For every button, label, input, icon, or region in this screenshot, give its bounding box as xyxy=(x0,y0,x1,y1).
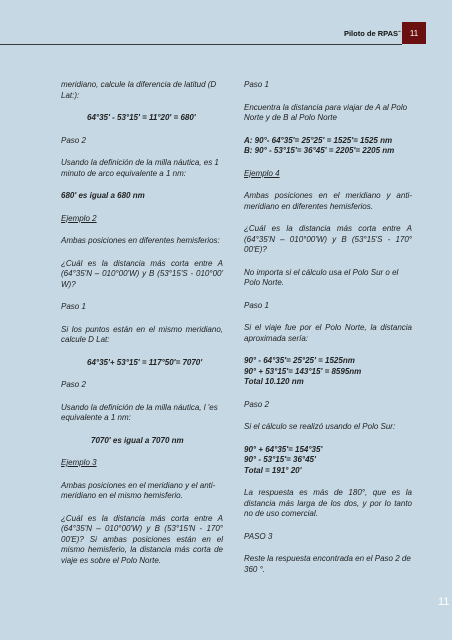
paragraph: Ambas posiciones en diferentes hemisferios: xyxy=(61,236,220,245)
result: 680' es igual a 680 nm xyxy=(61,191,145,200)
step-heading: Paso 2 xyxy=(61,135,86,145)
paragraph: Usando la definición de la milla náutica, es 1 minuto de arco equivalente a 1 nm: xyxy=(61,158,219,178)
question: ¿Cuál es la distancia más corta entre A (64°35'N – 010°00'W) y B (53°15'S - 010°00' W)? xyxy=(61,258,223,289)
formula: 90° - 53°15'= 36°45' xyxy=(244,455,316,464)
paragraph: Si el cálculo se realizó usando el Polo Sur: xyxy=(244,422,396,431)
formula: 64°35' - 53°15' = 11°20' = 680' xyxy=(87,113,196,122)
left-column xyxy=(61,80,223,566)
paragraph: Si el viaje fue por el Polo Norte, la distancia aproximada sería: xyxy=(244,323,412,343)
question: ¿Cuál es la distancia más corta entre A (64°35'N – 010°00'W) y B (53°15'S - 170° 00'E)? xyxy=(244,224,412,254)
paragraph: Usando la definición de la milla náutica, l 'es equivalente a 1 nm: xyxy=(61,402,218,422)
paragraph: No importa si el cálculo usa el Polo Sur o el Polo Norte. xyxy=(244,267,399,287)
paragraph: meridiano, calcule la diferencia de latitud (D Lat:): xyxy=(61,80,217,100)
header-rule xyxy=(0,44,402,45)
formula: 90° - 64°35'= 25°25' = 1525nm xyxy=(244,356,355,365)
step-heading: PASO 3 xyxy=(244,531,273,541)
question: ¿Cuál es la distancia más corta entre A (64°35'N – 010°00'W) y B (53°15'N - 170° 00'E)? Si ambas posiciones están en el mismo hemisferio, la distancia más corta de viaje es sobre el Polo Norte. xyxy=(61,513,223,565)
paragraph: La respuesta es más de 180°, que es la distancia más larga de los dos, y por lo tanto no de uso comercial. xyxy=(244,488,412,518)
formula: 90° + 64°35'= 154°35' xyxy=(244,444,323,454)
paragraph: Si los puntos están en el mismo meridiano, calcule D Lat: xyxy=(61,324,223,344)
result: 7070' es igual a 7070 nm xyxy=(91,435,184,445)
header-dash: - xyxy=(398,26,401,36)
running-header-title: Piloto de RPAS xyxy=(343,29,398,38)
result: Total 10.120 nm xyxy=(244,377,304,386)
result: Total = 191° 20' xyxy=(244,465,302,475)
step-heading: Paso 1 xyxy=(61,302,86,311)
step-heading: Paso 1 xyxy=(244,300,269,310)
formula: B: 90° - 53°15'= 36°45' = 2205'= 2205 nm xyxy=(244,146,395,155)
example-heading: Ejemplo 4 xyxy=(244,168,280,178)
step-heading: Paso 2 xyxy=(61,380,86,389)
paragraph: Ambas posiciones en el meridiano y el anti-meridiano en el mismo hemisferio. xyxy=(61,480,216,500)
header-page-number: 11 xyxy=(402,22,426,44)
step-heading: Paso 1 xyxy=(244,80,269,89)
example-heading: Ejemplo 2 xyxy=(61,213,97,223)
paragraph: Encuentra la distancia para viajar de A al Polo Norte y de B al Polo Norte xyxy=(244,102,408,122)
footer-page-number: 11 xyxy=(438,596,450,608)
right-column xyxy=(244,80,412,575)
formula: A: 90°- 64°35'= 25°25' = 1525'= 1525 nm xyxy=(244,135,393,145)
formula: 64°35'+ 53°15' = 117°50'= 7070' xyxy=(87,357,203,367)
paragraph: Reste la respuesta encontrada en el Paso 2 de 360 °. xyxy=(244,554,411,574)
paragraph: Ambas posiciones en el meridiano y anti-meridiano en diferentes hemisferios. xyxy=(244,191,412,211)
step-heading: Paso 2 xyxy=(244,399,269,409)
formula: 90° + 53°15'= 143°15' = 8595nm xyxy=(244,366,362,376)
example-heading: Ejemplo 3 xyxy=(61,458,97,467)
